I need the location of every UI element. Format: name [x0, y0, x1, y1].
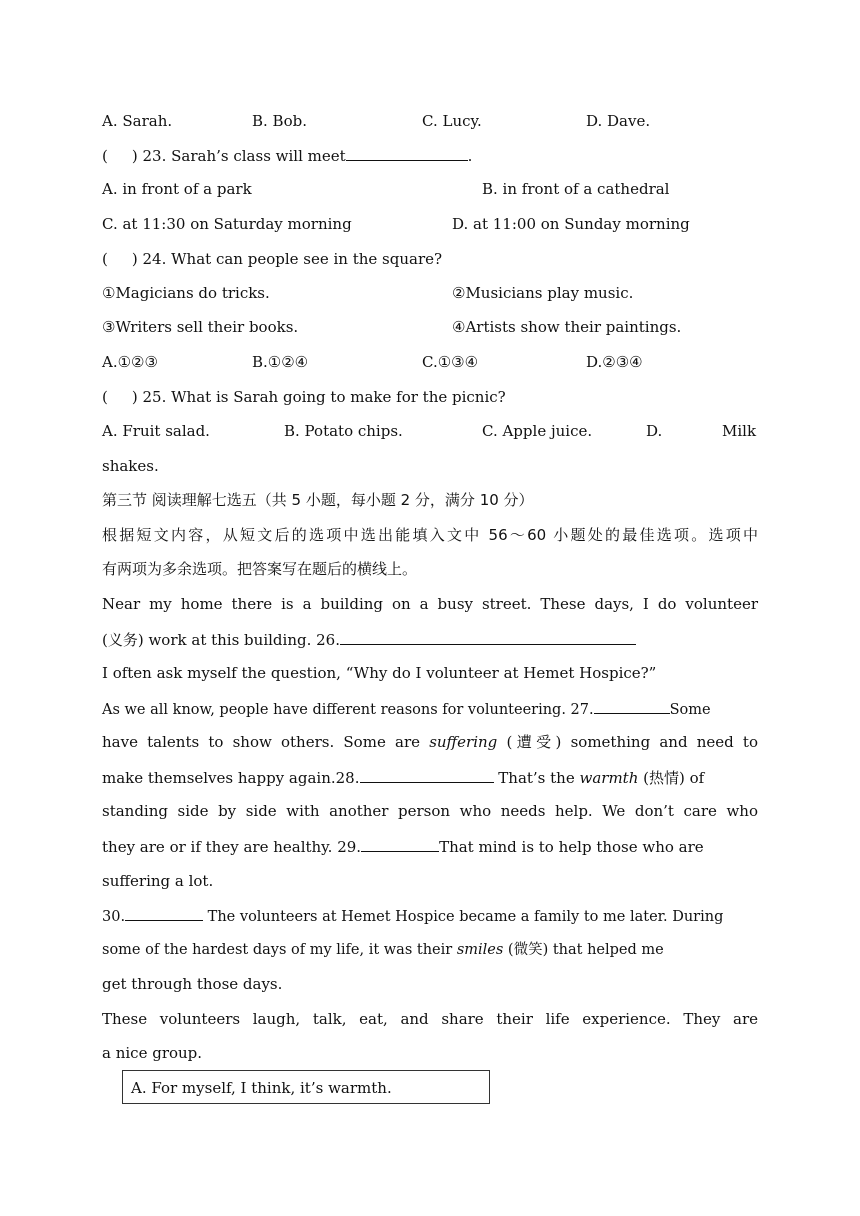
q24-option-b: B.①②④: [252, 353, 309, 371]
passage-line-7: standing side by side with another person who needs help. We don’t care who: [102, 802, 758, 820]
q24-statement-2: ②Musicians play music.: [452, 284, 634, 302]
q24-paren-close: ): [131, 250, 138, 268]
passage-text: The volunteers at Hemet Hospice became a family to me later. During: [207, 909, 724, 925]
q24-option-a: A.①②③: [102, 353, 158, 371]
passage-text: (义务) work at this building. 26.: [102, 631, 340, 649]
blank-28[interactable]: [360, 766, 494, 783]
q23-options-row2: [102, 213, 758, 235]
q25-option-d-word: Milk: [722, 422, 757, 440]
q25-paren-close: ): [131, 388, 138, 406]
q24-question: 24. What can people see in the square?: [142, 250, 443, 268]
q23-answer-blank[interactable]: [346, 144, 468, 161]
passage-line-14: a nice group.: [102, 1044, 203, 1062]
q24-statements-row1: [102, 282, 758, 304]
q24-statement-4: ④Artists show their paintings.: [452, 318, 682, 336]
passage-line-12: get through those days.: [102, 975, 283, 993]
q24-paren-open: (: [102, 250, 108, 268]
q23-paren-open: (: [102, 147, 108, 165]
passage-text: have talents to show others. Some are: [102, 733, 420, 751]
q25-option-d: D.: [646, 422, 663, 440]
q22-option-b: B. Bob.: [252, 112, 307, 130]
q24-stem: [102, 248, 758, 270]
passage-line-1: Near my home there is a building on a busy street. These days, I do volunteer: [102, 595, 758, 613]
passage-text: (热情) of: [643, 769, 705, 787]
passage-line-6: [102, 766, 758, 788]
q25-paren-open: (: [102, 388, 108, 406]
q22-option-d: D. Dave.: [586, 112, 651, 130]
passage-line-9: suffering a lot.: [102, 872, 214, 890]
q24-options: [102, 351, 758, 373]
q23-option-b: B. in front of a cathedral: [482, 180, 670, 198]
passage-line-2: [102, 628, 758, 650]
passage-text: That’s the: [498, 769, 575, 787]
q24-statements-row2: [102, 316, 758, 338]
passage-text: Some: [669, 702, 711, 718]
options-box: [122, 1070, 490, 1104]
blank-30[interactable]: [125, 904, 203, 921]
passage-line-8: [102, 835, 758, 857]
q23-question: 23. Sarah’s class will meet: [142, 147, 346, 165]
q22-options: [102, 110, 758, 132]
blank-26[interactable]: [340, 628, 636, 645]
q25-option-b: B. Potato chips.: [284, 422, 403, 440]
passage-text: they are or if they are healthy. 29.: [102, 838, 362, 856]
passage-italic-word: suffering: [429, 733, 498, 751]
q25-options: [102, 420, 758, 442]
section3-title: 第三节 阅读理解七选五（共 5 小题，每小题 2 分，满分 10 分）: [102, 491, 534, 509]
q23-option-a: A. in front of a park: [102, 180, 252, 198]
q23-paren-close: ): [131, 147, 138, 165]
q24-option-d: D.②③④: [586, 353, 643, 371]
passage-italic-word: warmth: [579, 769, 639, 787]
q24-option-c: C.①③④: [422, 353, 479, 371]
q23-option-d: D. at 11:00 on Sunday morning: [452, 215, 690, 233]
q25-option-d-continued: shakes.: [102, 457, 159, 475]
section3-instruction-line2: 有两项为多余选项。把答案写在题后的横线上。: [102, 560, 418, 578]
passage-text: As we all know, people have different reasons for volunteering. 27.: [102, 702, 594, 718]
passage-text: 30.: [102, 909, 126, 925]
passage-line-4: [102, 697, 758, 719]
passage-italic-word: smiles: [456, 942, 504, 958]
passage-text: That mind is to help those who are: [439, 838, 704, 856]
q23-period: .: [467, 147, 473, 165]
q25-option-c: C. Apple juice.: [482, 422, 593, 440]
section3-instruction-line1: 根据短文内容，从短文后的选项中选出能填入文中 56～60 小题处的最佳选项。选项中: [102, 526, 758, 544]
q22-option-c: C. Lucy.: [422, 112, 482, 130]
passage-text: some of the hardest days of my life, it was their: [102, 942, 453, 958]
passage-text: (遭受) something and need to: [506, 733, 758, 751]
passage-line-3: I often ask myself the question, “Why do I volunteer at Hemet Hospice?”: [102, 664, 657, 682]
option-a: A. For myself, I think, it’s warmth.: [131, 1079, 392, 1097]
q23-stem: [102, 144, 758, 166]
q25-question: 25. What is Sarah going to make for the picnic?: [142, 388, 506, 406]
passage-line-11: [102, 939, 758, 961]
q24-statement-3: ③Writers sell their books.: [102, 318, 299, 336]
q23-options-row1: [102, 178, 758, 200]
q24-statement-1: ①Magicians do tricks.: [102, 284, 270, 302]
passage-line-10: [102, 904, 758, 926]
q22-option-a: A. Sarah.: [102, 112, 173, 130]
passage-text: (微笑) that helped me: [507, 942, 664, 958]
q25-option-a: A. Fruit salad.: [102, 422, 210, 440]
passage-line-5: [102, 731, 758, 753]
passage-line-13: These volunteers laugh, talk, eat, and share their life experience. They are: [102, 1010, 758, 1028]
blank-29[interactable]: [361, 835, 439, 852]
passage-text: make themselves happy again.28.: [102, 769, 360, 787]
q23-option-c: C. at 11:30 on Saturday morning: [102, 215, 352, 233]
blank-27[interactable]: [594, 697, 670, 714]
q25-stem: [102, 386, 758, 408]
